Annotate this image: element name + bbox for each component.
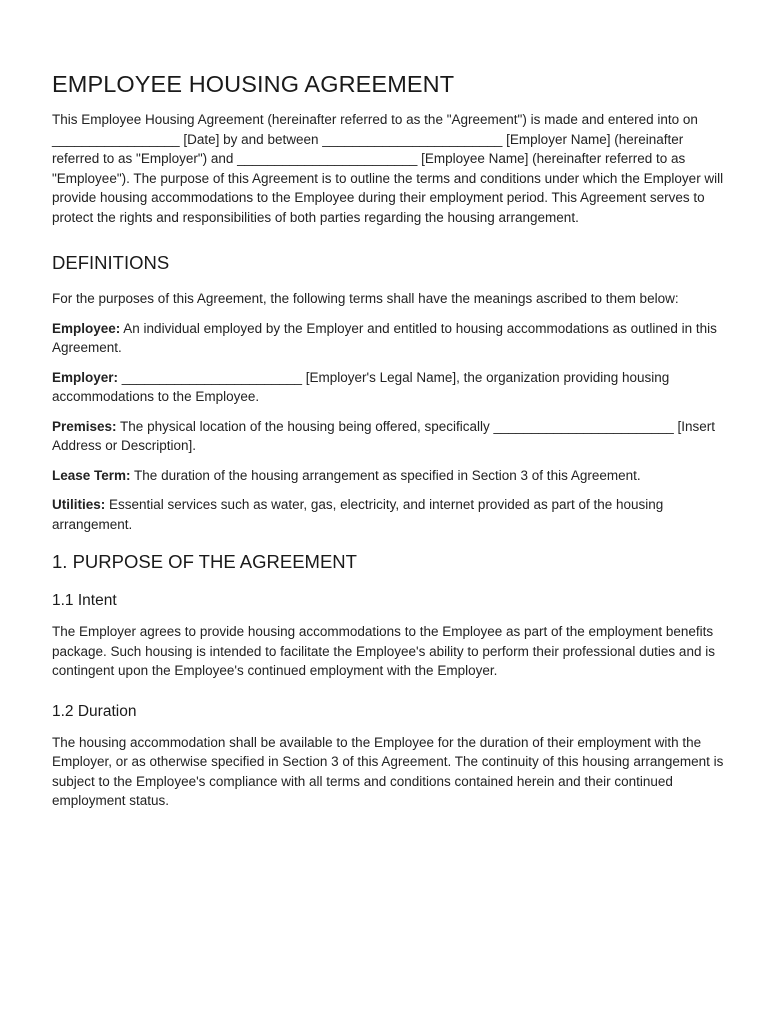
definition-text: Essential services such as water, gas, electricity, and internet provided as part of the housing arrangement. bbox=[52, 497, 664, 532]
section-1-heading: 1. PURPOSE OF THE AGREEMENT bbox=[52, 551, 357, 572]
definitions-heading: DEFINITIONS bbox=[52, 252, 170, 273]
subsection-1-1-heading: 1.1 Intent bbox=[52, 592, 117, 609]
definition-term: Lease Term: bbox=[52, 467, 131, 483]
definition-employer bbox=[52, 368, 724, 407]
definition-term: Premises: bbox=[52, 418, 117, 434]
definition-term: Utilities: bbox=[52, 497, 106, 512]
definition-text: The duration of the housing arrangement as specified in Section 3 of this Agreement. bbox=[130, 467, 641, 483]
document-page bbox=[52, 68, 724, 831]
definitions-intro: For the purposes of this Agreement, the following terms shall have the meanings ascribed to them below: bbox=[52, 291, 679, 306]
definition-text: ________________________ [Employer's Legal Name], the organization providing housing accommodations to the Employee. bbox=[52, 369, 670, 404]
subsection-1-2-text: The housing accommodation shall be available to the Employee for the duration of their employment with the Employer, or as otherwise specified in Section 3 of this Agreement. The continuity of this housing arrangement is subject to the Employee's compliance with all terms and conditions contained herein and their continued employment status. bbox=[52, 734, 724, 808]
subsection-1-1-text: The Employer agrees to provide housing accommodations to the Employee as part of the employment benefits package. Such housing is intended to facilitate the Employee's ability to perform their professional duties and is contingent upon the Employee's continued employment with the Employer. bbox=[52, 624, 715, 678]
intro-paragraph: This Employee Housing Agreement (hereinafter referred to as the "Agreement") is made and entered into on _________________ [Date] by and between ________________________ [Employer Name] (hereinafter referred to as "Employer") and ________________________ [Employee Name] (hereinafter referred to as "Employee"). The purpose of this Agreement is to outline the terms and conditions under which the Employer will provide housing accommodations to the Employee during their employment period. This Agreement serves to protect the rights and responsibilities of both parties regarding the housing arrangement. bbox=[52, 112, 724, 225]
definition-premises bbox=[52, 417, 724, 456]
definition-text: An individual employed by the Employer and entitled to housing accommodations as outlined in this Agreement. bbox=[52, 320, 717, 355]
subsection-1-2-heading: 1.2 Duration bbox=[52, 702, 137, 720]
definition-lease-term bbox=[52, 466, 724, 486]
definition-text: The physical location of the housing being offered, specifically ________________________ [Insert Address or Description]. bbox=[52, 418, 715, 453]
definition-utilities bbox=[52, 495, 724, 534]
document-title: EMPLOYEE HOUSING AGREEMENT bbox=[52, 71, 455, 97]
definition-employee bbox=[52, 319, 724, 358]
definition-term: Employer: bbox=[52, 369, 119, 385]
definition-term: Employee: bbox=[52, 320, 121, 336]
